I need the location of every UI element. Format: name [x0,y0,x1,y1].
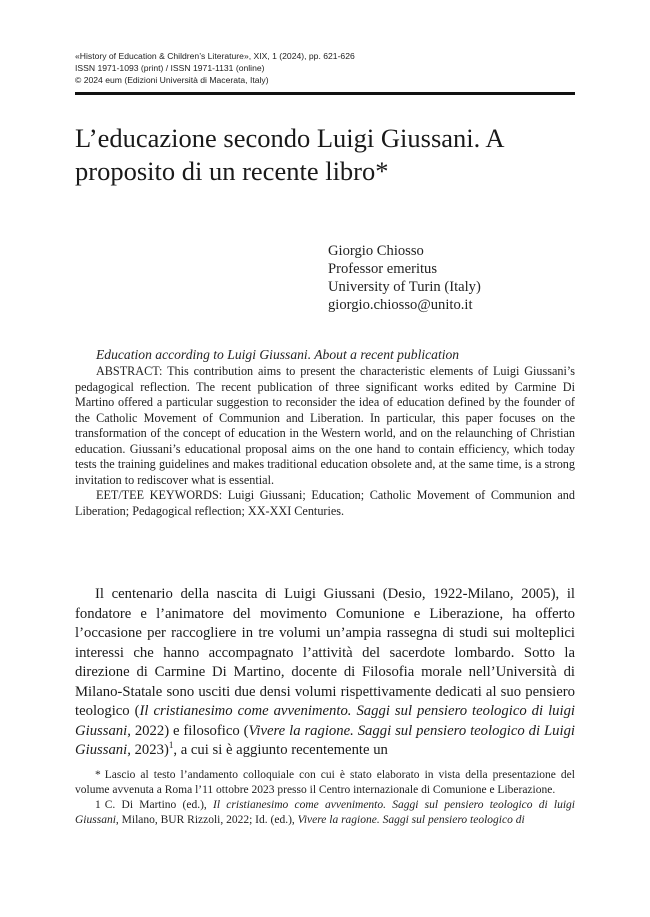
footnote-text: , Milano, BUR Rizzoli, 2022; Id. (ed.), [115,814,298,826]
keywords-text: EET/TEE KEYWORDS: Luigi Giussani; Education; Catholic Movement of Communion and Liberation; Pedagogical reflection; XX-XXI Centuries. [75,488,575,518]
footnote-mark: 1 [95,799,101,811]
footnote-mark: * [95,769,101,781]
body-paragraph [75,585,575,761]
footnote-italic-title: Vivere la ragione. Saggi sul pensiero teologico di [297,814,525,826]
author-block [328,242,578,314]
copyright-line: © 2024 eum (Edizioni Università di Macerata, Italy) [75,75,269,85]
footnote-ref: 1 [168,740,174,750]
footnote-text: C. Di Martino (ed.), [104,799,214,811]
header-rule [75,92,575,95]
body-italic-title: Il cristianesimo come avvenimento. Saggi sul pensiero teologico di luigi Giussani [75,703,576,739]
abstract-text: ABSTRACT: This contribution aims to present the characteristic elements of Luigi Giussani’s pedagogical reflection. The recent publication of three significant works edited by Carmine Di Martino offered a particular suggestion to reconsider the idea of education defined by the founder of the Catholic Movement of Communion and Liberation. In particular, this paper focuses on the transformation of the concept of education in the Western world, and on the relaunching of Christian education. Giussani’s educational proposal aims on the one hand to contain efficiency, which today tests the training guidelines and makes traditional education obsolete and, at the same time, is a strong invitation to rediscover what is essential. [75,364,575,487]
issn-line: ISSN 1971-1093 (print) / ISSN 1971-1131 (online) [75,63,265,73]
journal-citation: «History of Education & Children’s Literature», XIX, 1 (2024), pp. 621-626 [75,51,355,61]
body-text-run: Il centenario della nascita di Luigi Giussani (Desio, 1922-Milano, 2005), il fondatore e l’animatore del movimento Comunione e Liberazione, ha offerto l’occasione per raccogliere in tre volumi un’ampia rassegna di studi sui molteplici interessi che hanno accompagnato l’attività del sacerdote lombardo. Sotto la direzione di Carmine Di Martino, docente di Filosofia morale nell’Università di Milano-Statale sono usciti due densi volumi rispettivamente dedicati al suo pensiero teologico ( [75,586,575,719]
author-role: Professor emeritus [328,261,438,277]
english-title: Education according to Luigi Giussani. About a recent publication [96,347,460,362]
footnotes [75,768,575,828]
footnote-star [75,768,575,798]
body-text [75,585,575,761]
body-text-run: , 2023) [127,742,169,758]
body-text-run: , 2022) e filosofico ( [127,722,249,739]
body-text-run: , a cui si è aggiunto recentemente un [173,742,388,758]
author-email: giorgio.chiosso@unito.it [328,297,473,313]
abstract-section [75,346,575,519]
journal-header [75,50,575,86]
body-italic-title: Vivere la ragione. Saggi sul pensiero teologico di Luigi Giussani [75,722,575,758]
author-name: Giorgio Chiosso [328,243,424,259]
author-affiliation: University of Turin (Italy) [328,279,481,295]
footnote-text: Lascio al testo l’andamento colloquiale con cui è stato elaborato in vista della presentazione del volume avvenuta a Roma l’11 ottobre 2023 presso il Centro internazionale di Comunione e Liberazione. [75,769,575,796]
article-title: L’educazione secondo Luigi Giussani. A proposito di un recente libro* [75,123,504,186]
footnote-1 [75,798,575,828]
footnote-italic-title: Il cristianesimo come avvenimento. Saggi sul pensiero teologico di luigi Giussani [75,799,575,826]
